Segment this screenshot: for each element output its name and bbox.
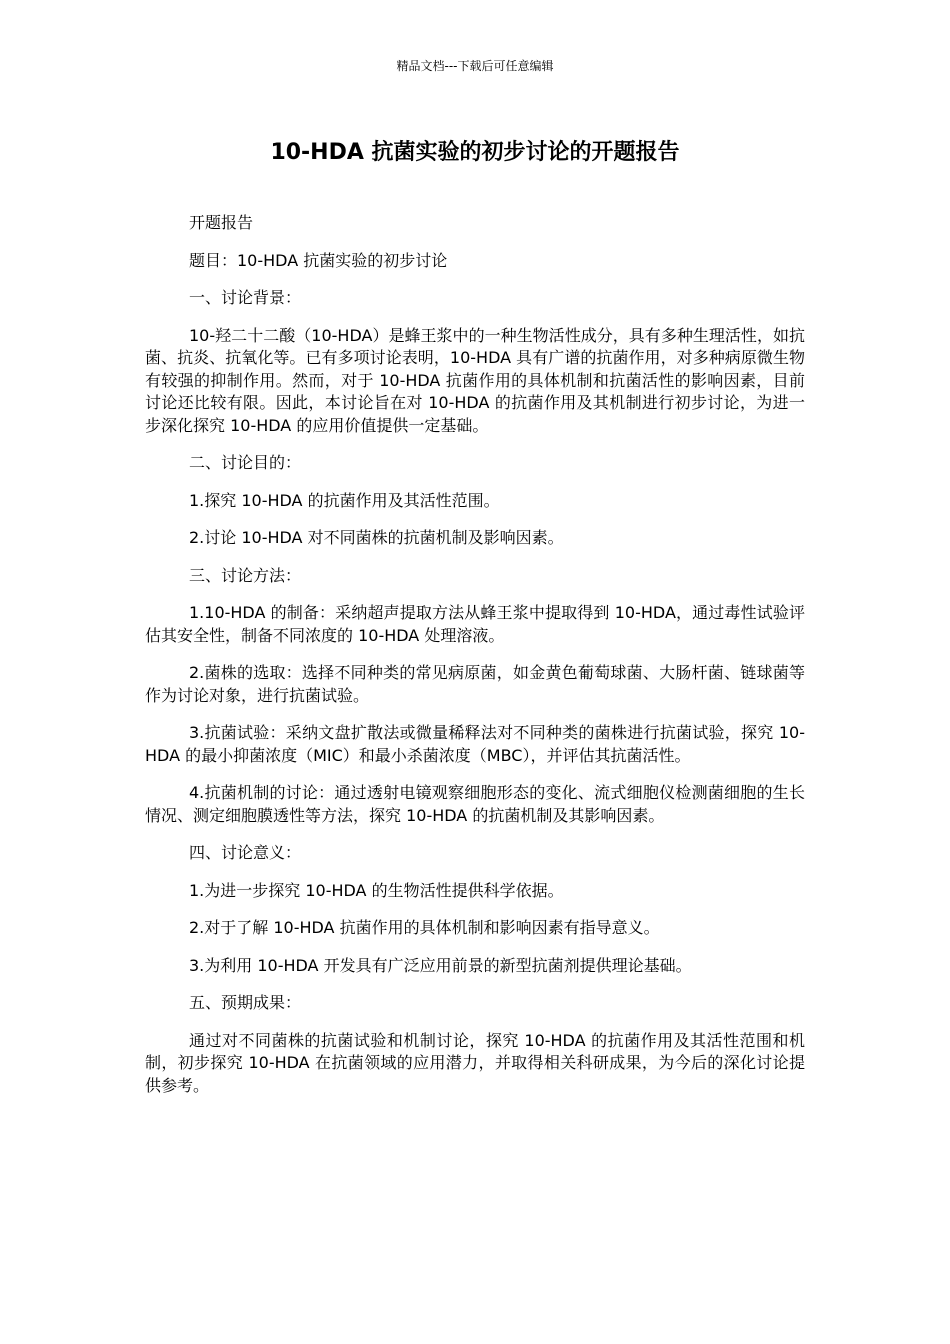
paragraph-significance-3: 3.为利用 10-HDA 开发具有广泛应用前景的新型抗菌剂提供理论基础。: [189, 955, 692, 975]
paragraph-expected-results: 通过对不同菌株的抗菌试验和机制讨论，探究 10-HDA 的抗菌作用及其活性范围和机制，初步探究 10-HDA 在抗菌领域的应用潜力，并取得相关科研成果，为今后的深化讨论提供参考。: [145, 1030, 805, 1095]
section-heading-expected-results: 五、预期成果：: [189, 993, 302, 1012]
paragraph-purpose-1: 1.探究 10-HDA 的抗菌作用及其活性范围。: [189, 490, 500, 510]
section-heading-purpose: 二、讨论目的：: [189, 453, 302, 472]
paragraph-method-1: 1.10-HDA 的制备：采纳超声提取方法从蜂王浆中提取得到 10-HDA，通过毒性试验评估其安全性，制备不同浓度的 10-HDA 处理溶液。: [145, 603, 805, 645]
header-note: 精品文档---下载后可任意编辑: [396, 59, 554, 73]
section-heading-background: 一、讨论背景：: [189, 288, 302, 307]
paragraph-significance-1: 1.为进一步探究 10-HDA 的生物活性提供科学依据。: [189, 880, 564, 900]
paragraph-method-2: 2.菌株的选取：选择不同种类的常见病原菌，如金黄色葡萄球菌、大肠杆菌、链球菌等作为讨论对象，进行抗菌试验。: [145, 663, 805, 705]
section-heading-significance: 四、讨论意义：: [189, 843, 302, 862]
document-body: [145, 212, 805, 1112]
paragraph-report-label: 开题报告: [189, 213, 254, 232]
paragraph-background: 10-羟二十二酸（10-HDA）是蜂王浆中的一种生物活性成分，具有多种生理活性，如抗菌、抗炎、抗氧化等。已有多项讨论表明，10-HDA 具有广谱的抗菌作用，对多种病原微生物有较强的抑制作用。然而，对于 10-HDA 抗菌作用的具体机制和抗菌活性的影响因素，目前讨论还比较有限。因此，本讨论旨在对 10-HDA 的抗菌作用及其机制进行初步讨论，为进一步深化探究 10-HDA 的应用价值提供一定基础。: [145, 325, 805, 435]
paragraph-method-3: 3.抗菌试验：采纳文盘扩散法或微量稀释法对不同种类的菌株进行抗菌试验，探究 10-HDA 的最小抑菌浓度（MIC）和最小杀菌浓度（MBC），并评估其抗菌活性。: [145, 723, 805, 765]
section-heading-methods: 三、讨论方法：: [189, 565, 302, 585]
paragraph-purpose-2: 2.讨论 10-HDA 对不同菌株的抗菌机制及影响因素。: [189, 528, 564, 547]
document-title: 10-HDA 抗菌实验的初步讨论的开题报告: [270, 140, 680, 165]
paragraph-method-4: 4.抗菌机制的讨论：通过透射电镜观察细胞形态的变化、流式细胞仪检测菌细胞的生长情况、测定细胞膜透性等方法，探究 10-HDA 的抗菌机制及其影响因素。: [145, 783, 805, 825]
paragraph-significance-2: 2.对于了解 10-HDA 抗菌作用的具体机制和影响因素有指导意义。: [189, 918, 660, 937]
paragraph-topic: 题目：10-HDA 抗菌实验的初步讨论: [189, 250, 448, 270]
